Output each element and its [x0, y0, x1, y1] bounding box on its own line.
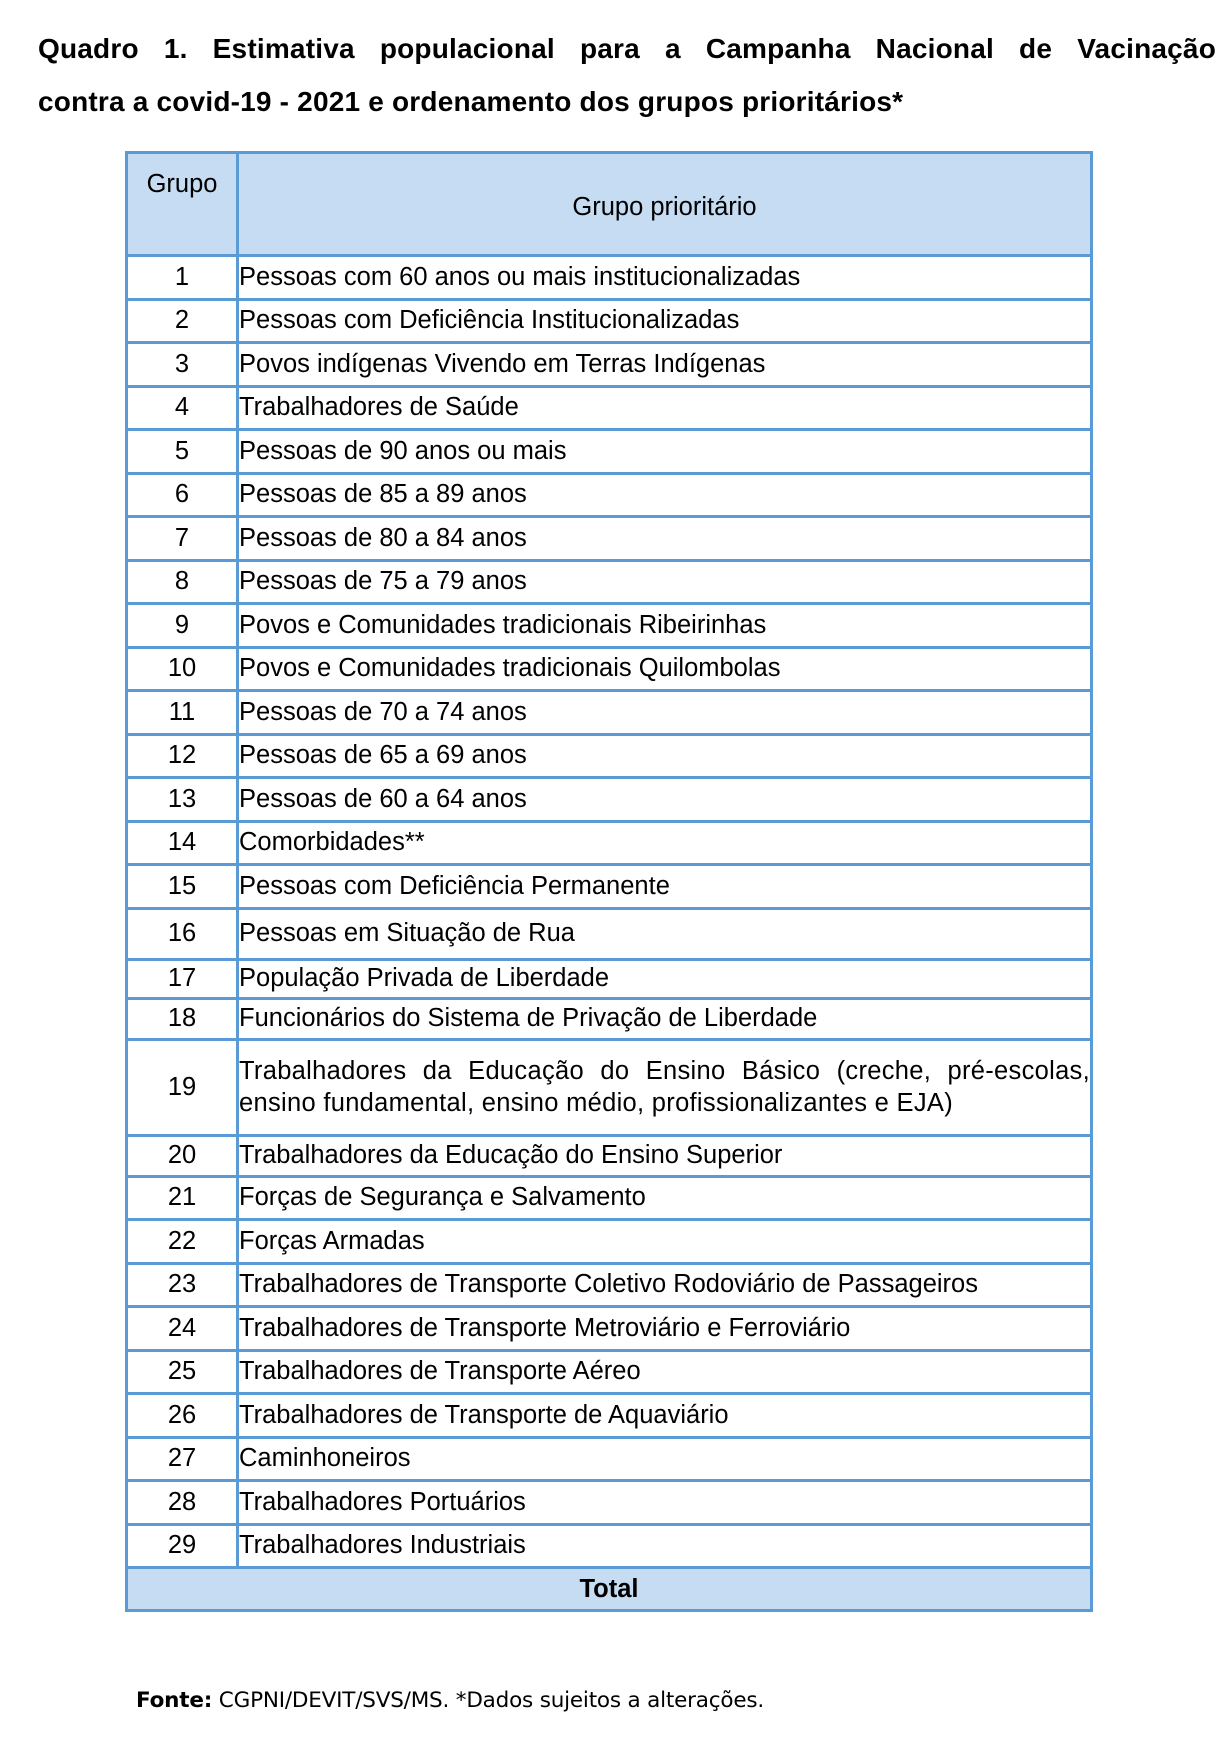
group-label: Trabalhadores Industriais: [238, 1524, 1092, 1568]
group-label: Pessoas de 70 a 74 anos: [238, 691, 1092, 735]
group-number: 19: [127, 1039, 238, 1135]
group-label: Trabalhadores de Saúde: [238, 386, 1092, 430]
table-row: [127, 386, 1092, 430]
group-number: 2: [127, 299, 238, 343]
group-label: Povos e Comunidades tradicionais Quilombolas: [238, 647, 1092, 691]
group-label: Trabalhadores de Transporte Metroviário e Ferroviário: [238, 1307, 1092, 1351]
group-number: 25: [127, 1350, 238, 1394]
group-label: Caminhoneiros: [238, 1437, 1092, 1481]
group-number: 22: [127, 1220, 238, 1264]
table-row: [127, 998, 1092, 1039]
table-row: [127, 778, 1092, 822]
table-row: [127, 1220, 1092, 1264]
group-number: 9: [127, 604, 238, 648]
group-number: 26: [127, 1394, 238, 1438]
table-total-row: [127, 1568, 1092, 1611]
group-label: Forças Armadas: [238, 1220, 1092, 1264]
group-number: 24: [127, 1307, 238, 1351]
group-number: 16: [127, 908, 238, 959]
group-label: Funcionários do Sistema de Privação de Liberdade: [238, 998, 1092, 1039]
table-row: [127, 865, 1092, 909]
group-label: Povos indígenas Vivendo em Terras Indígenas: [238, 343, 1092, 387]
group-label: Pessoas de 90 anos ou mais: [238, 430, 1092, 474]
table-row: [127, 1263, 1092, 1307]
table-row: [127, 1524, 1092, 1568]
group-label: Pessoas de 85 a 89 anos: [238, 473, 1092, 517]
table-row: [127, 430, 1092, 474]
table-row: [127, 1481, 1092, 1525]
caption-line-1: Quadro 1. Estimativa populacional para a Campanha Nacional de Vacinação: [38, 33, 1216, 64]
group-number: 1: [127, 256, 238, 300]
group-number: 11: [127, 691, 238, 735]
table-row: [127, 473, 1092, 517]
group-number: 14: [127, 821, 238, 865]
priority-groups-table: [125, 151, 1093, 1612]
group-number: 10: [127, 647, 238, 691]
group-label: Pessoas com Deficiência Institucionalizadas: [238, 299, 1092, 343]
group-number: 29: [127, 1524, 238, 1568]
table-row: [127, 1135, 1092, 1176]
group-label: Pessoas de 65 a 69 anos: [238, 734, 1092, 778]
table-row: [127, 299, 1092, 343]
caption-line-2: contra a covid-19 - 2021 e ordenamento dos grupos prioritários*: [38, 86, 904, 117]
group-number: 6: [127, 473, 238, 517]
group-label: Comorbidades**: [238, 821, 1092, 865]
table-row: [127, 734, 1092, 778]
header-grupo-prioritario: Grupo prioritário: [238, 153, 1092, 256]
table-row: [127, 908, 1092, 959]
group-number: 12: [127, 734, 238, 778]
table-body: [127, 256, 1092, 1568]
group-label: Pessoas de 75 a 79 anos: [238, 560, 1092, 604]
table-header-row: [127, 153, 1092, 256]
group-number: 4: [127, 386, 238, 430]
group-label: Trabalhadores de Transporte Coletivo Rodoviário de Passageiros: [238, 1263, 1092, 1307]
group-number: 15: [127, 865, 238, 909]
group-label: Trabalhadores de Transporte de Aquaviário: [238, 1394, 1092, 1438]
group-label: Trabalhadores de Transporte Aéreo: [238, 1350, 1092, 1394]
table-row: [127, 959, 1092, 998]
group-number: 17: [127, 959, 238, 998]
group-label: Pessoas com Deficiência Permanente: [238, 865, 1092, 909]
group-label: Pessoas de 80 a 84 anos: [238, 517, 1092, 561]
table-caption: [38, 22, 1216, 128]
group-label: População Privada de Liberdade: [238, 959, 1092, 998]
group-label: Trabalhadores da Educação do Ensino Superior: [238, 1135, 1092, 1176]
table-row: [127, 1176, 1092, 1220]
table-row: [127, 343, 1092, 387]
group-number: 7: [127, 517, 238, 561]
group-number: 8: [127, 560, 238, 604]
table-row: [127, 256, 1092, 300]
group-label: Povos e Comunidades tradicionais Ribeirinhas: [238, 604, 1092, 648]
table-row: [127, 1307, 1092, 1351]
table-row: [127, 647, 1092, 691]
header-grupo: Grupo: [127, 153, 238, 256]
source-text: CGPNI/DEVIT/SVS/MS. *Dados sujeitos a alterações.: [212, 1688, 764, 1713]
group-label: Pessoas com 60 anos ou mais institucionalizadas: [238, 256, 1092, 300]
group-label: Pessoas de 60 a 64 anos: [238, 778, 1092, 822]
table-row: [127, 1350, 1092, 1394]
group-label: Trabalhadores Portuários: [238, 1481, 1092, 1525]
group-number: 28: [127, 1481, 238, 1525]
table-row: [127, 604, 1092, 648]
group-number: 23: [127, 1263, 238, 1307]
total-label: Total: [127, 1568, 1092, 1611]
table-row: [127, 691, 1092, 735]
source-note: [136, 1688, 764, 1713]
group-number: 18: [127, 998, 238, 1039]
table-row: [127, 821, 1092, 865]
group-number: 21: [127, 1176, 238, 1220]
group-number: 13: [127, 778, 238, 822]
group-number: 27: [127, 1437, 238, 1481]
group-label: Forças de Segurança e Salvamento: [238, 1176, 1092, 1220]
table-row: [127, 517, 1092, 561]
table-row: [127, 1039, 1092, 1135]
table-row: [127, 1437, 1092, 1481]
group-number: 5: [127, 430, 238, 474]
group-label: Pessoas em Situação de Rua: [238, 908, 1092, 959]
group-number: 3: [127, 343, 238, 387]
source-label: Fonte:: [136, 1688, 213, 1713]
table-row: [127, 560, 1092, 604]
group-label: Trabalhadores da Educação do Ensino Básico (creche, pré-escolas, ensino fundamental, ensino médio, profissionalizantes e EJA): [238, 1039, 1092, 1135]
table-row: [127, 1394, 1092, 1438]
group-number: 20: [127, 1135, 238, 1176]
